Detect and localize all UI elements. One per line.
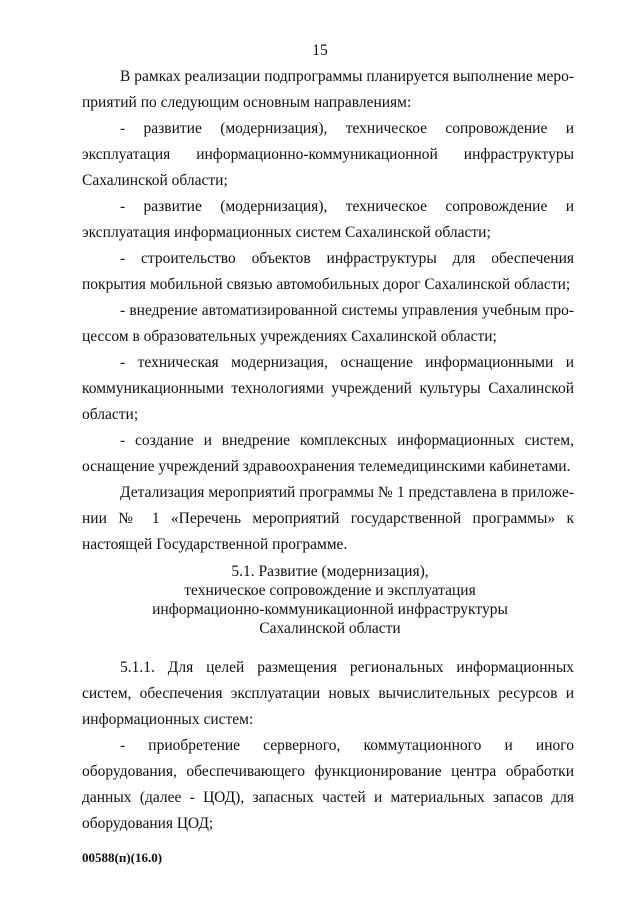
list-item-education-system: - внедрение автоматизированной системы управления учебным процессом в образовательных учреждениях Сахалинской области; bbox=[82, 302, 574, 345]
section-heading-line: 5.1. Развитие (модернизация), bbox=[231, 563, 429, 580]
list-item-mobile-coverage: - строительство объектов инфраструктуры для обеспечения покрытия мобильной связью автомобильных дорог Сахалинской области; bbox=[82, 250, 574, 293]
list-item-culture-modernization: - техническая модернизация, оснащение информационными и коммуникационными технологиями учреждений культуры Сахалинской области; bbox=[82, 354, 574, 423]
section-heading-line: Сахалинской области bbox=[259, 620, 401, 637]
paragraph-intro: В рамках реализации подпрограммы планируется выполнение мероприятий по следующим основным направлениям: bbox=[82, 68, 574, 111]
section-heading-line: техническое сопровождение и эксплуатация bbox=[184, 582, 476, 599]
list-item-server-equipment: - приобретение серверного, коммутационного и иного оборудования, обеспечивающего функционирование центра обработки данных (далее - ЦОД), запасных частей и материальных запасов для оборудования ЦОД; bbox=[82, 737, 574, 832]
list-item-information-systems: - развитие (модернизация), техническое сопровождение и эксплуатация информационных систем Сахалинской области; bbox=[82, 198, 574, 241]
list-item-infrastructure: - развитие (модернизация), техническое сопровождение и эксплуатация информационно-коммуникационной инфраструктуры Сахалинской области; bbox=[82, 120, 574, 189]
page-number: 15 bbox=[312, 42, 328, 59]
section-text bbox=[82, 655, 574, 837]
list-item-telemedicine: - создание и внедрение комплексных информационных систем, оснащение учреждений здравоохранения телемедицинскими кабинетами. bbox=[82, 432, 574, 475]
body-text bbox=[82, 64, 574, 558]
paragraph-5-1-1: 5.1.1. Для целей размещения региональных информационных систем, обеспечения эксплуатации новых вычислительных ресурсов и информационных систем: bbox=[82, 659, 574, 728]
paragraph-appendix-reference: Детализация мероприятий программы № 1 представлена в приложении № 1 «Перечень мероприятий государственной программы» к настоящей Государственной программе. bbox=[82, 484, 574, 553]
section-heading-line: информационно-коммуникационной инфраструктуры bbox=[152, 601, 508, 618]
document-code: 00588(п)(16.0) bbox=[82, 850, 163, 865]
section-heading bbox=[100, 562, 560, 638]
